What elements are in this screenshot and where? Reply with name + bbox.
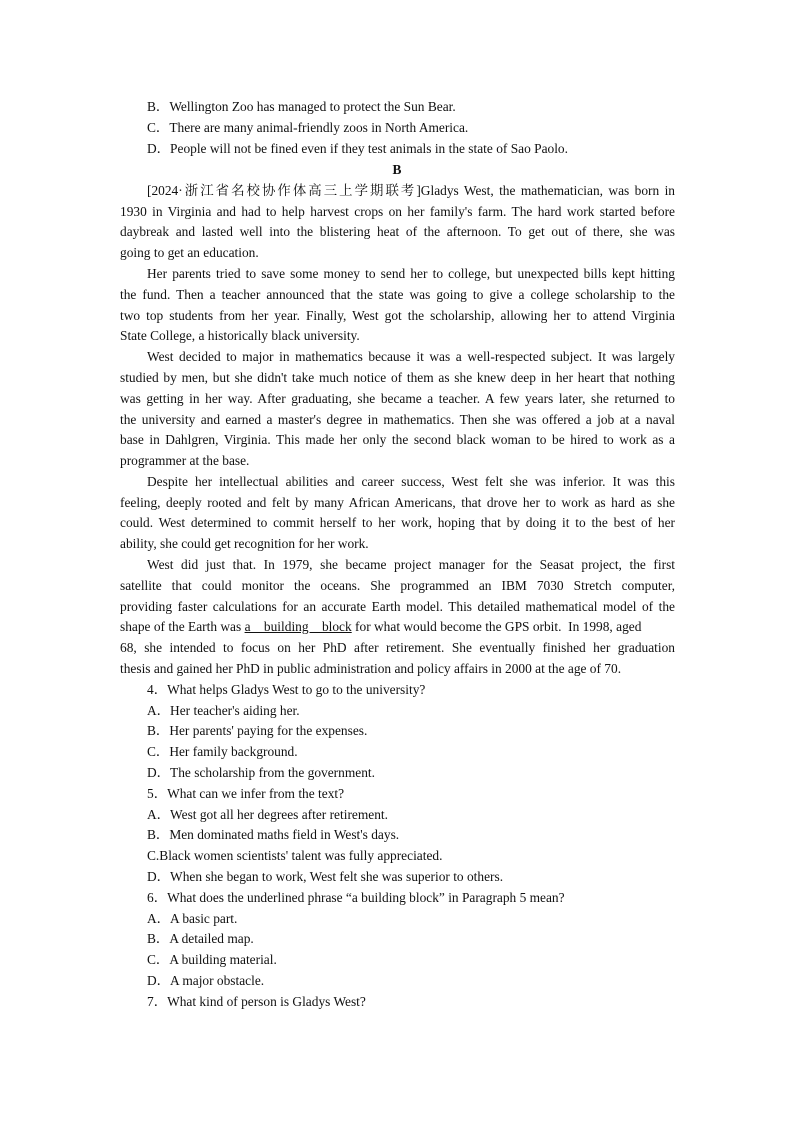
option-d: D．People will not be fined even if they test animals in the state of Sao Paolo. (147, 141, 568, 156)
passage-line: State College, a historically black university. (120, 328, 360, 343)
passage-line: West did just that. In 1979, she became project manager for the Seasat project, the first (147, 557, 675, 572)
passage-line: programmer at the base. (120, 453, 250, 468)
passage-line: the university and earned a master's degree in mathematics. Then she was offered a job at a naval (120, 412, 675, 427)
passage-line: was getting in her way. After graduating, she became a teacher. A few years later, she returned to (120, 391, 675, 406)
passage-text: for what would become the GPS orbit. In 1998, aged (351, 619, 642, 634)
question-option: B．Her parents' paying for the expenses. (147, 723, 368, 738)
passage-line: the fund. Then a teacher announced that the state was going to give a college scholarship to the (120, 287, 675, 302)
question-option: D．A major obstacle. (147, 973, 265, 988)
passage-line: going to get an education. (120, 245, 259, 260)
question-option: C．A building material. (147, 952, 277, 967)
question-option: B．Men dominated maths field in West's days. (147, 827, 400, 842)
passage-line: feeling, deeply rooted and felt by many African Americans, that drove her to work as hard as she (120, 495, 675, 510)
passage-line: 1930 in Virginia and had to help harvest crops on her family's farm. The hard work started before (120, 204, 675, 219)
passage-line: two top students from her year. Finally, West got the scholarship, allowing her to attend Virginia (120, 308, 675, 323)
option-b: B．Wellington Zoo has managed to protect the Sun Bear. (147, 99, 456, 114)
passage-line: studied by men, but she didn't take much notice of them as she knew deep in her heart that nothing (120, 370, 675, 385)
passage-line: providing faster calculations for an accurate Earth model. This detailed mathematical model of the (120, 599, 675, 614)
section-label: B (392, 162, 402, 177)
passage-line: thesis and gained her PhD in public administration and policy affairs in 2000 at the age of 70. (120, 661, 622, 676)
passage-text: shape of the Earth was (120, 619, 245, 634)
underlined-phrase: a building block (244, 619, 352, 634)
passage-line: 68, she intended to focus on her PhD after retirement. She eventually finished her graduation (120, 640, 675, 655)
question-option: D．The scholarship from the government. (147, 765, 375, 780)
option-c: C．There are many animal-friendly zoos in North America. (147, 120, 469, 135)
passage-line: Despite her intellectual abilities and career success, West felt she was inferior. It was this (147, 474, 675, 489)
passage-line-underlined (120, 617, 675, 637)
passage-line: West decided to major in mathematics because it was a well-respected subject. It was largely (147, 349, 675, 364)
passage-line: satellite that could monitor the oceans. She programmed an IBM 7030 Stretch computer, (120, 578, 675, 593)
question-option: C.Black women scientists' talent was fully appreciated. (147, 848, 443, 863)
question-option: D．When she began to work, West felt she was superior to others. (147, 869, 504, 884)
passage-line: Her parents tried to save some money to send her to college, but unexpected bills kept hitting (147, 266, 675, 281)
passage-line: daybreak and lasted well into the blistering heat of the afternoon. To get out of there, she was (120, 224, 675, 239)
question-option: B．A detailed map. (147, 931, 254, 946)
question-option: A．West got all her degrees after retirement. (147, 807, 388, 822)
question-5: 5．What can we infer from the text? (147, 786, 345, 801)
passage-line: base in Dahlgren, Virginia. This made her only the second black woman to be hired to work as a (120, 432, 675, 447)
question-option: A．Her teacher's aiding her. (147, 703, 300, 718)
passage-line: could. West determined to commit herself to her work, hoping that by doing it to the best of her (120, 515, 675, 530)
question-4: 4．What helps Gladys West to go to the university? (147, 682, 426, 697)
passage-line: [2024·浙江省名校协作体高三上学期联考]Gladys West, the mathematician, was born in (147, 183, 675, 198)
question-6: 6．What does the underlined phrase “a building block” in Paragraph 5 mean? (147, 890, 565, 905)
passage-line: ability, she could get recognition for her work. (120, 536, 369, 551)
question-option: C．Her family background. (147, 744, 298, 759)
question-option: A．A basic part. (147, 911, 238, 926)
question-7: 7．What kind of person is Gladys West? (147, 994, 366, 1009)
